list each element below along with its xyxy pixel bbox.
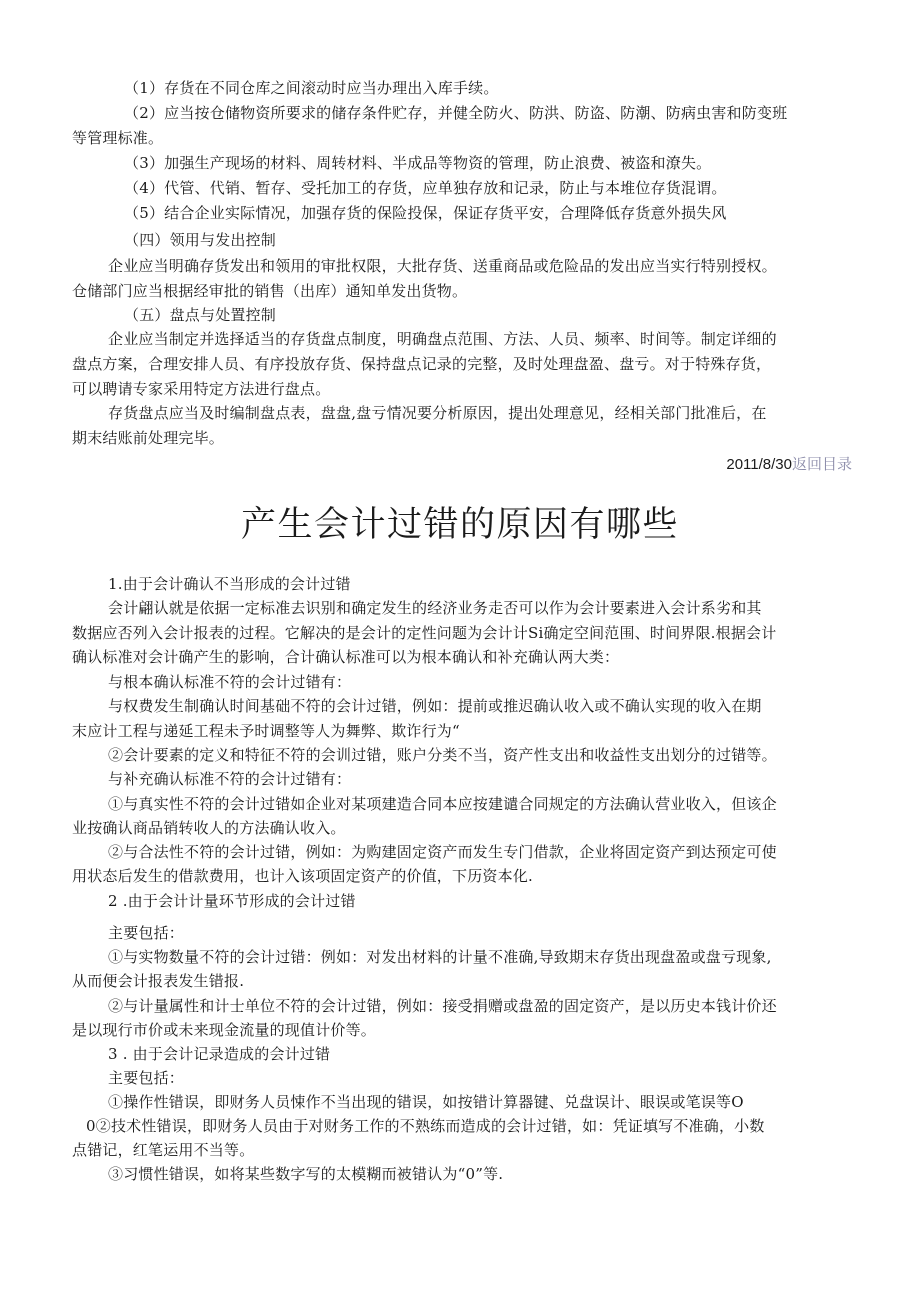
paragraph-line: 企业应当明确存货发出和领用的审批权限，大批存货、送重商品或危险品的发出应当实行特别授权。: [108, 257, 777, 275]
paragraph-line: 盘点方案，合理安排人员、有序投放存货、保持盘点记录的完整，及时处理盘盈、盘亏。对于特殊存货，: [72, 355, 772, 373]
paragraph-line: ②会计要素的定义和特征不符的会训过错，账户分类不当，资产性支出和收益性支出划分的过错等。: [108, 746, 777, 764]
paragraph-line: ①与实物数量不符的会计过错：例如：对发出材料的计量不准确,导致期末存货出现盘盈或盘亏现象,: [108, 948, 772, 966]
paragraph-line: 仓储部门应当根据经审批的销售（出库）通知单发出货物。: [72, 282, 468, 300]
paragraph-line: （3）加强生产现场的材料、周转材料、半成品等物资的管理，防止浪费、被盗和潦失。: [124, 154, 712, 172]
paragraph-line: 业按确认商品销转收人的方法确认收入。: [72, 819, 346, 837]
paragraph-line: 主要包括：: [108, 924, 185, 942]
paragraph-line: ①操作性错误，即财务人员悚作不当出现的错误，如按错计算器键、兑盘误计、眼误或笔误等O: [108, 1093, 744, 1111]
paragraph-line: 与权费发生制确认时间基础不符的会计过错，例如：提前或推迟确认收入或不确认实现的收入在期: [108, 697, 762, 715]
section-heading: （五）盘点与处置控制: [124, 306, 277, 324]
paragraph-line: 主要包括：: [108, 1069, 185, 1087]
paragraph-line: （4）代管、代销、暂存、受托加工的存货，应单独存放和记录，防止与本堆位存货混谓。: [124, 179, 727, 197]
paragraph-line: 存货盘点应当及时编制盘点表，盘盘,盘亏情况要分析原因，提出处理意见，经相关部门批准后，在: [108, 404, 767, 422]
paragraph-line: （5）结合企业实际情况，加强存货的保险投保，保证存货平安，合理降低存货意外损失风: [124, 204, 727, 222]
section-heading: 2 .由于会计计量环节形成的会计过错: [108, 892, 356, 910]
paragraph-line: 点错记，红笔运用不当等。: [72, 1141, 255, 1159]
back-to-contents-link[interactable]: 返回目录: [791, 455, 852, 473]
paragraph-line: 用状态后发生的借款费用，也计入该项固定资产的价值，下历资本化.: [72, 867, 533, 885]
paragraph-line: （2）应当按仓储物资所要求的储存条件贮存，并健全防火、防洪、防盗、防潮、防病虫害和防变班: [124, 104, 788, 122]
paragraph-line: ②与合法性不符的会计过错，例如：为购建固定资产而发生专门借款，企业将固定资产到达预定可使: [108, 843, 777, 861]
paragraph-line: 是以现行市价或未来现金流量的现值计价等。: [72, 1021, 377, 1039]
paragraph-line: 企业应当制定并选择适当的存货盘点制度，明确盘点范围、方法、人员、频率、时间等。制定详细的: [108, 330, 777, 348]
paragraph-line: 与补充确认标准不符的会计过错有：: [108, 770, 352, 788]
date-row: [726, 452, 852, 477]
paragraph-line: ②与计量属性和计士单位不符的会计过错，例如：接受捐赠或盘盈的固定资产，是以历史本钱计价还: [108, 997, 777, 1015]
paragraph-line: 会计翩认就是依据一定标准去识别和确定发生的经济业务走否可以作为会计要素进入会计系劣和其: [108, 599, 762, 617]
paragraph-line: 期末结账前处理完毕。: [72, 429, 225, 447]
section-heading: 1.由于会计确认不当形成的会计过错: [108, 575, 351, 593]
paragraph-line: 末应计工程与递延工程未予时调整等人为舞弊、欺诈行为“: [72, 722, 460, 740]
paragraph-line: 等管理标准。: [72, 129, 164, 147]
section-heading: 3 . 由于会计记录造成的会计过错: [108, 1045, 331, 1063]
paragraph-line: 可以聘请专家采用特定方法进行盘点。: [72, 380, 331, 398]
paragraph-line: ③习惯性错误，如将某些数字写的太模糊而被错认为“0”等.: [108, 1165, 504, 1183]
paragraph-line: （1）存货在不同仓库之间滚动时应当办理出入库手续。: [124, 79, 499, 97]
paragraph-line: 确认标准对会计确产生的影响，合计确认标准可以为根本确认和补充确认两大类：: [72, 648, 620, 666]
section-heading: （四）领用与发出控制: [124, 231, 277, 249]
paragraph-line: 0②技术性错误，即财务人员由于对财务工作的不熟练而造成的会计过错，如：凭证填写不准确，小数: [86, 1117, 765, 1135]
paragraph-line: ①与真实性不符的会计过错如企业对某项建造合同本应按建谴合同规定的方法确认营业收入，但该企: [108, 795, 777, 813]
article-title: 产生会计过错的原因有哪些: [240, 505, 679, 545]
publish-date: 2011/8/30: [726, 456, 792, 473]
paragraph-line: 数据应否列入会计报表的过程。它解决的是会计的定性问题为会计计Si确定空间范围、时间界限.根据会计: [72, 624, 777, 642]
paragraph-line: 与根本确认标准不符的会计过错有：: [108, 673, 352, 691]
paragraph-line: 从而便会计报表发生错报.: [72, 972, 245, 990]
